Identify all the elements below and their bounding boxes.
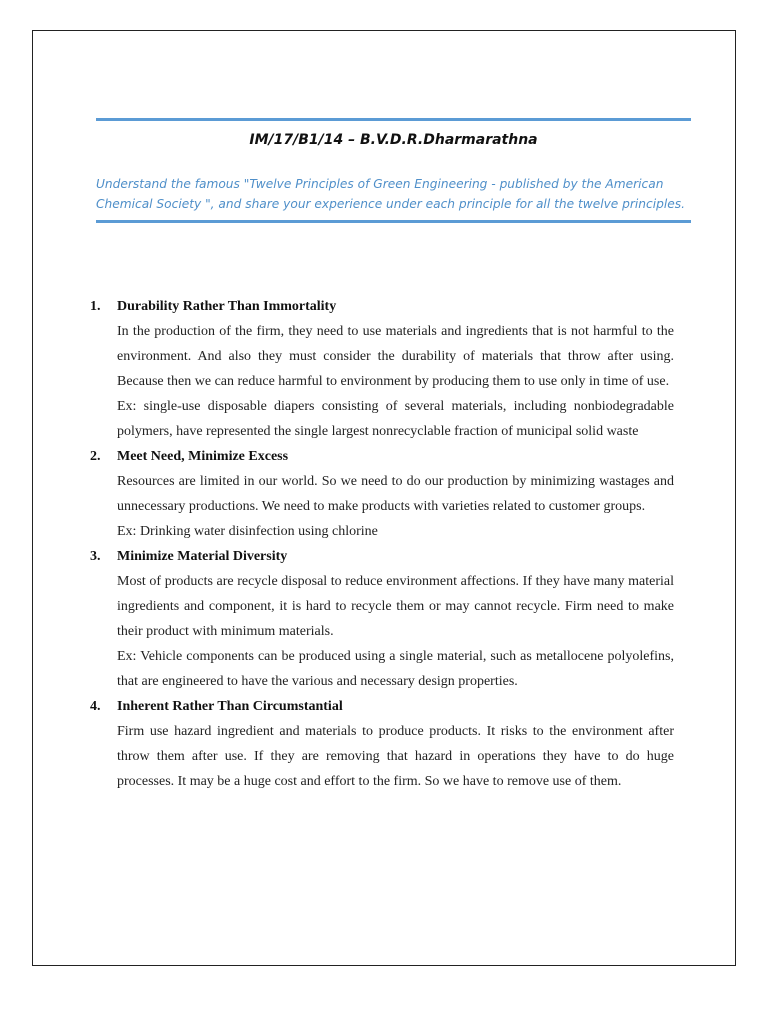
document-title: IM/17/B1/14 – B.V.D.R.Dharmarathna <box>249 132 538 148</box>
principle-body: Most of products are recycle disposal to reduce environment affections. If they have many material ingredients and component, it is hard to recycle them or may cannot recycle. Firm need to make their product with minimum materials. <box>117 574 674 639</box>
principles-list <box>90 294 674 794</box>
principle-example: Ex: single-use disposable diapers consisting of several materials, including nonbiodegradable polymers, have represented the single largest nonrecyclable fraction of municipal solid waste <box>117 399 674 439</box>
principle-example: Ex: Vehicle components can be produced using a single material, such as metallocene polyolefins, that are engineered to have the various and necessary design properties. <box>117 649 674 689</box>
principle-title: Minimize Material Diversity <box>117 549 288 564</box>
principle-title: Inherent Rather Than Circumstantial <box>117 699 343 714</box>
principle-heading <box>90 444 674 469</box>
principle-heading <box>90 694 674 719</box>
principle-heading <box>90 544 674 569</box>
principle-number: 3. <box>90 549 101 564</box>
document-subtitle: Understand the famous "Twelve Principles of Green Engineering - published by the American Chemical Society ", and share your experience under each principle for all the twelve principles. <box>96 177 685 211</box>
principle-item <box>90 444 674 544</box>
principle-heading <box>90 294 674 319</box>
principle-body: Resources are limited in our world. So we need to do our production by minimizing wastages and unnecessary productions. We need to make products with varieties related to customer groups. <box>117 474 674 514</box>
title-rule-top <box>96 118 691 121</box>
principle-item <box>90 694 674 794</box>
principle-number: 4. <box>90 699 101 714</box>
principle-body: Firm use hazard ingredient and materials to produce products. It risks to the environment after throw them after use. If they are removing that hazard in operations they have to do huge processes. It may be a huge cost and effort to the firm. So we have to remove use of them. <box>117 724 674 789</box>
principle-item <box>90 544 674 694</box>
principle-body: In the production of the firm, they need to use materials and ingredients that is not harmful to the environment. And also they must consider the durability of materials that throw after using. Because then we can reduce harmful to environment by producing them to use only in time of use. <box>117 324 674 389</box>
principle-number: 1. <box>90 299 101 314</box>
principle-title: Durability Rather Than Immortality <box>117 299 337 314</box>
principle-number: 2. <box>90 449 101 464</box>
principle-title: Meet Need, Minimize Excess <box>117 449 289 464</box>
title-rule-bottom <box>96 220 691 223</box>
principle-example: Ex: Drinking water disinfection using chlorine <box>117 524 378 539</box>
principle-item <box>90 294 674 444</box>
